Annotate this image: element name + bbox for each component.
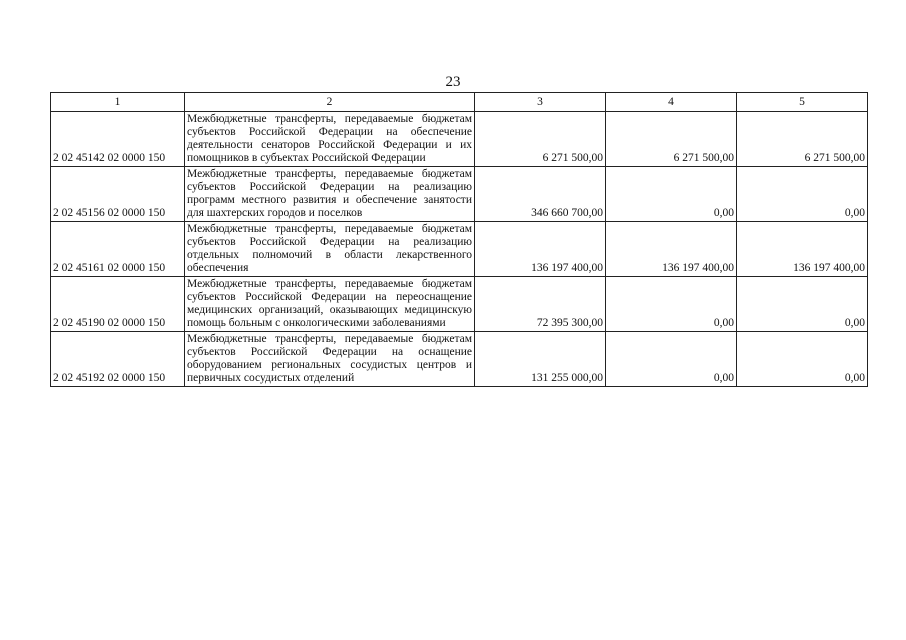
amount-col5-cell: 6 271 500,00 (737, 112, 868, 167)
amount-col5-cell: 0,00 (737, 277, 868, 332)
description-cell: Межбюджетные трансферты, передаваемые бюджетам субъектов Российской Федерации на переоснащение медицинских организаций, оказывающих медицинскую помощь больным с онкологическими заболеваниями (185, 277, 475, 332)
budget-code-cell: 2 02 45142 02 0000 150 (51, 112, 185, 167)
amount-col4-cell: 136 197 400,00 (606, 222, 737, 277)
description-cell: Межбюджетные трансферты, передаваемые бюджетам субъектов Российской Федерации на оснащение оборудованием региональных сосудистых центров и первичных сосудистых отделений (185, 332, 475, 387)
header-col-3: 3 (475, 93, 606, 112)
amount-col5-cell: 0,00 (737, 332, 868, 387)
amount-col4-cell: 0,00 (606, 167, 737, 222)
table-header (51, 93, 868, 112)
amount-col5-cell: 136 197 400,00 (737, 222, 868, 277)
amount-col3-cell: 6 271 500,00 (475, 112, 606, 167)
description-cell: Межбюджетные трансферты, передаваемые бюджетам субъектов Российской Федерации на реализацию программ местного развития и обеспечение занятости для шахтерских городов и поселков (185, 167, 475, 222)
table-row (51, 277, 868, 332)
description-cell: Межбюджетные трансферты, передаваемые бюджетам субъектов Российской Федерации на реализацию отдельных полномочий в области лекарственного обеспечения (185, 222, 475, 277)
header-col-5: 5 (737, 93, 868, 112)
budget-code-cell: 2 02 45192 02 0000 150 (51, 332, 185, 387)
budget-code-cell: 2 02 45190 02 0000 150 (51, 277, 185, 332)
table-row (51, 112, 868, 167)
table-row (51, 167, 868, 222)
table-row (51, 222, 868, 277)
table-row (51, 332, 868, 387)
amount-col3-cell: 346 660 700,00 (475, 167, 606, 222)
amount-col3-cell: 136 197 400,00 (475, 222, 606, 277)
amount-col3-cell: 72 395 300,00 (475, 277, 606, 332)
amount-col4-cell: 0,00 (606, 277, 737, 332)
budget-code-cell: 2 02 45161 02 0000 150 (51, 222, 185, 277)
header-col-4: 4 (606, 93, 737, 112)
header-col-1: 1 (51, 93, 185, 112)
amount-col4-cell: 0,00 (606, 332, 737, 387)
header-col-2: 2 (185, 93, 475, 112)
header-row (51, 93, 868, 112)
amount-col3-cell: 131 255 000,00 (475, 332, 606, 387)
table-body (51, 112, 868, 387)
budget-code-cell: 2 02 45156 02 0000 150 (51, 167, 185, 222)
page-number: 23 (445, 74, 461, 90)
budget-table (50, 92, 868, 387)
amount-col5-cell: 0,00 (737, 167, 868, 222)
description-cell: Межбюджетные трансферты, передаваемые бюджетам субъектов Российской Федерации на обеспечение деятельности сенаторов Российской Федерации и их помощников в субъектах Российской Федерации (185, 112, 475, 167)
amount-col4-cell: 6 271 500,00 (606, 112, 737, 167)
